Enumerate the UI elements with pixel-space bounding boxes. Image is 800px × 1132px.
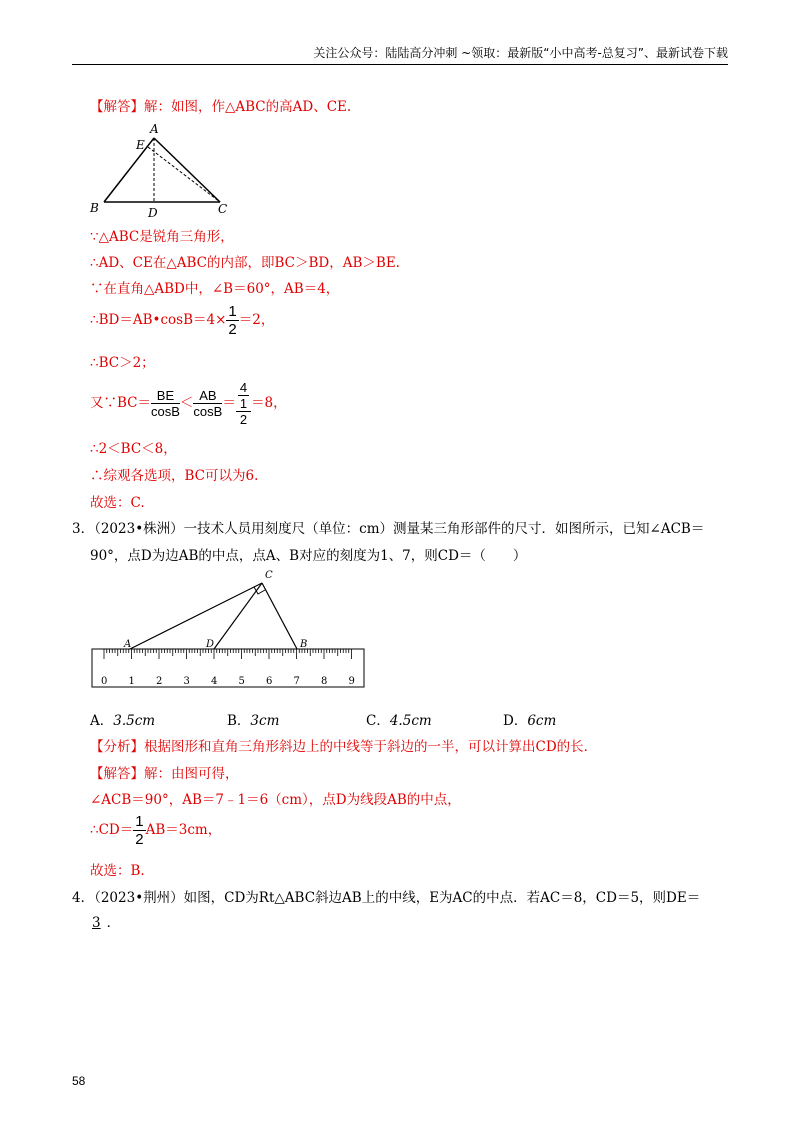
solution-line-5: ∴BD＝AB•cosB＝4× $\frac{1}{2}$ ＝2，: [90, 303, 275, 338]
ruler-tick-label: 4: [211, 676, 218, 687]
ruler-label-B: B: [300, 639, 308, 650]
solution-line-8: ∴2＜BC＜8，: [90, 441, 177, 457]
fraction-half-2: $\frac{1}{2}$: [135, 813, 144, 848]
q4-stem: 4．（2023•荆州）如图，CD为Rt△ABC斜边AB上的中线，E为AC的中点．若AC＝8，CD＝5，则DE＝: [72, 890, 701, 906]
ruler-label-A: A: [124, 639, 132, 650]
fraction-half: $\frac{1}{2}$: [228, 303, 237, 338]
q3-solution-4: 故选：B.: [90, 863, 145, 879]
q3-stem-1: 3．（2023•株洲）一技术人员用刻度尺（单位：cm）测量某三角形部件的尺寸．如图所示，已知∠ACB＝: [72, 521, 705, 537]
ruler-tick-label: 3: [183, 676, 190, 687]
label-D: D: [148, 206, 158, 220]
solution-tag: 【解答】: [90, 99, 144, 115]
q4-answer: 3: [92, 915, 101, 931]
q3-stem-2: 90°，点D为边AB的中点，点A、B对应的刻度为1、7，则CD＝（ ）: [90, 548, 527, 564]
ruler-tick-label: 2: [156, 676, 163, 687]
fraction-ab-cosb: $\frac{AB}{\cos B}$: [193, 388, 223, 419]
ruler-figure: [88, 565, 373, 690]
solution-line-1: [90, 98, 351, 116]
page-number: 58: [72, 1074, 86, 1088]
q3-analysis: 【分析】根据图形和直角三角形斜边上的中线等于斜边的一半，可以计算出CD的长．: [90, 739, 598, 755]
ruler-tick-label: 6: [266, 676, 273, 687]
option-c[interactable]: C．4.5cm: [366, 713, 432, 729]
ruler-tick-labels: [101, 676, 355, 687]
ruler-ticks: [104, 649, 352, 659]
ruler-tick-label: 5: [238, 676, 245, 687]
solution-line-10: 故选：C.: [90, 495, 145, 511]
label-B: B: [90, 201, 99, 215]
solution-line-6: ∴BC＞2；: [90, 355, 155, 371]
q4-answer-line: 3 ．: [92, 915, 121, 931]
solution-line-2: ∵△ABC是锐角三角形，: [90, 229, 234, 245]
label-A: A: [150, 122, 159, 136]
option-d[interactable]: D．6cm: [503, 713, 557, 729]
triangle-figure: [86, 120, 236, 220]
q3-solution-3: ∴CD＝ $\frac{1}{2}$ AB＝3cm，: [90, 813, 222, 848]
solution-line-9: ∴综观各选项，BC可以为6.: [90, 468, 259, 484]
solution-text: 解：如图，作△ABC的高AD、CE.: [144, 99, 352, 115]
solution-line-7: 又∵BC＝ $\frac{BE}{\cos B}$ ＜ $\frac{AB}{\cos B}$ ＝ $\frac{\frac{4}{1}}{2}$ ＝8，: [90, 380, 287, 427]
q3-solution-1: 【解答】解：由图可得，: [90, 766, 239, 782]
ruler-tick-label: 9: [348, 676, 355, 687]
label-C: C: [218, 202, 228, 216]
option-b[interactable]: B．3cm: [227, 713, 280, 729]
page-header: 关注公众号：陆陆高分冲刺 ~领取：最新版“小中高考-总复习”、最新试卷下载: [72, 44, 728, 65]
ruler-tick-label: 8: [321, 676, 328, 687]
q3-solution-2: ∠ACB＝90°，AB＝7﹣1＝6（cm），点D为线段AB的中点，: [90, 792, 461, 808]
ruler-tick-label: 1: [128, 676, 135, 687]
fraction-4-over-half: $\frac{\frac{4}{1}}{2}$: [236, 380, 251, 427]
ruler-label-D: D: [206, 639, 215, 650]
option-a[interactable]: A．3.5cm: [90, 713, 156, 729]
solution-line-4: ∵在直角△ABD中，∠B＝60°，AB＝4，: [90, 281, 340, 297]
label-E: E: [136, 138, 145, 152]
ruler-tick-label: 7: [293, 676, 300, 687]
ruler-tick-label: 0: [101, 676, 108, 687]
ruler-label-C: C: [265, 570, 273, 581]
solution-line-3: ∴AD、CE在△ABC的内部，即BC＞BD，AB＞BE.: [90, 255, 400, 271]
fraction-be-cosb: $\frac{BE}{\cos B}$: [151, 388, 180, 419]
